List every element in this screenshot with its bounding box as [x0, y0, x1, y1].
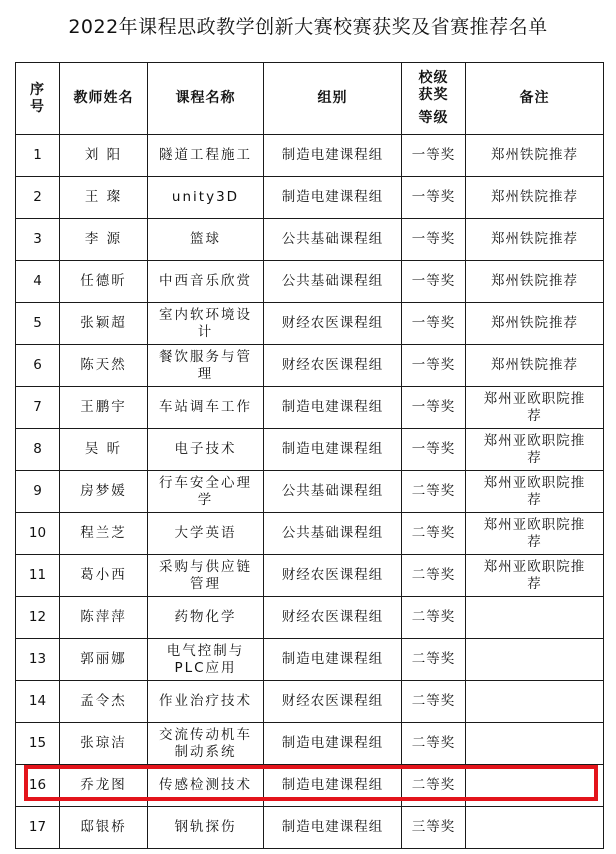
award-level: 一等奖 — [402, 387, 466, 429]
course-group: 财经农医课程组 — [264, 345, 402, 387]
course-name-line: 室内软环境设 — [159, 306, 252, 323]
table-row — [16, 261, 604, 303]
award-level: 一等奖 — [402, 177, 466, 219]
table-body — [16, 135, 604, 849]
course-group: 制造电建课程组 — [264, 639, 402, 681]
row-number: 14 — [16, 681, 60, 723]
recommendation-note — [466, 639, 604, 681]
course-name-line: 行车安全心理 — [159, 474, 252, 491]
row-number: 9 — [16, 471, 60, 513]
course-group: 财经农医课程组 — [264, 303, 402, 345]
course-name-line: 车站调车工作 — [159, 399, 252, 415]
teacher-name: 邸银桥 — [60, 807, 148, 849]
header-number-line2: 号 — [30, 98, 45, 115]
course-group: 公共基础课程组 — [264, 261, 402, 303]
table-row — [16, 807, 604, 849]
recommendation-note — [466, 681, 604, 723]
recommendation-note-line: 郑州亚欧职院推 — [483, 432, 586, 449]
recommendation-note — [466, 513, 604, 555]
header-award-line2: 获奖 — [418, 87, 449, 103]
table-row — [16, 345, 604, 387]
award-level: 二等奖 — [402, 723, 466, 765]
header-course: 课程名称 — [148, 63, 264, 135]
recommendation-note-line: 郑州亚欧职院推 — [483, 558, 586, 575]
recommendation-note-line: 郑州铁院推荐 — [491, 189, 578, 205]
award-level: 一等奖 — [402, 135, 466, 177]
teacher-name: 程兰芝 — [60, 513, 148, 555]
course-group: 财经农医课程组 — [264, 555, 402, 597]
table-row — [16, 177, 604, 219]
row-number: 4 — [16, 261, 60, 303]
recommendation-note — [466, 387, 604, 429]
recommendation-note-line: 郑州铁院推荐 — [491, 147, 578, 163]
row-number: 2 — [16, 177, 60, 219]
teacher-name: 王 璨 — [60, 177, 148, 219]
course-group: 制造电建课程组 — [264, 135, 402, 177]
header-award-line3: 等级 — [418, 110, 449, 126]
row-number: 8 — [16, 429, 60, 471]
recommendation-note — [466, 555, 604, 597]
recommendation-note — [466, 219, 604, 261]
course-name-line: 制动系统 — [174, 743, 237, 760]
recommendation-note-line: 荐 — [527, 449, 542, 466]
course-name-line: 大学英语 — [174, 525, 237, 541]
course-group: 制造电建课程组 — [264, 387, 402, 429]
teacher-name: 张琼洁 — [60, 723, 148, 765]
header-number-line1: 序 — [30, 81, 45, 98]
award-level: 二等奖 — [402, 555, 466, 597]
page-title: 2022年课程思政教学创新大赛校赛获奖及省赛推荐名单 — [68, 16, 548, 38]
course-name — [148, 723, 264, 765]
table-row — [16, 639, 604, 681]
table-row — [16, 765, 604, 807]
table-row — [16, 471, 604, 513]
award-level: 一等奖 — [402, 261, 466, 303]
recommendation-note — [466, 723, 604, 765]
course-name — [148, 429, 264, 471]
course-name-line: 计 — [197, 323, 214, 340]
course-name — [148, 597, 264, 639]
recommendation-note-line: 郑州亚欧职院推 — [483, 516, 586, 533]
recommendation-note — [466, 177, 604, 219]
course-name-line: 理 — [197, 365, 214, 382]
course-group: 制造电建课程组 — [264, 723, 402, 765]
course-group: 财经农医课程组 — [264, 681, 402, 723]
teacher-name: 吴 昕 — [60, 429, 148, 471]
teacher-name: 孟令杰 — [60, 681, 148, 723]
header-award-line1: 校级 — [418, 70, 449, 86]
row-number: 17 — [16, 807, 60, 849]
table-row — [16, 219, 604, 261]
course-name-line: 中西音乐欣赏 — [159, 273, 252, 289]
award-level: 三等奖 — [402, 807, 466, 849]
course-group: 制造电建课程组 — [264, 177, 402, 219]
course-name — [148, 261, 264, 303]
teacher-name: 任德昕 — [60, 261, 148, 303]
course-name — [148, 471, 264, 513]
award-level: 二等奖 — [402, 513, 466, 555]
row-number: 11 — [16, 555, 60, 597]
table-header-row — [16, 63, 604, 135]
teacher-name: 张颖超 — [60, 303, 148, 345]
table-row — [16, 681, 604, 723]
course-name-line: unity3D — [171, 189, 240, 205]
row-number: 7 — [16, 387, 60, 429]
row-number: 5 — [16, 303, 60, 345]
teacher-name: 乔龙图 — [60, 765, 148, 807]
teacher-name: 葛小西 — [60, 555, 148, 597]
award-level: 一等奖 — [402, 219, 466, 261]
recommendation-note — [466, 303, 604, 345]
course-group: 制造电建课程组 — [264, 429, 402, 471]
recommendation-note — [466, 429, 604, 471]
course-name-line: 作业治疗技术 — [159, 693, 252, 709]
header-group: 组别 — [264, 63, 402, 135]
table-row — [16, 723, 604, 765]
course-group: 公共基础课程组 — [264, 513, 402, 555]
recommendation-note-line: 郑州亚欧职院推 — [483, 390, 586, 407]
recommendation-note — [466, 765, 604, 807]
course-name — [148, 219, 264, 261]
course-name — [148, 513, 264, 555]
course-name-line: 药物化学 — [174, 609, 237, 625]
recommendation-note — [466, 135, 604, 177]
header-teacher: 教师姓名 — [60, 63, 148, 135]
award-level: 二等奖 — [402, 639, 466, 681]
row-number: 1 — [16, 135, 60, 177]
header-award — [402, 63, 466, 135]
course-name-line: 篮球 — [190, 231, 221, 247]
course-name — [148, 807, 264, 849]
course-name-line: 电子技术 — [174, 441, 237, 457]
award-level: 一等奖 — [402, 345, 466, 387]
award-level: 二等奖 — [402, 471, 466, 513]
course-name-line: PLC应用 — [174, 659, 237, 676]
table-row — [16, 303, 604, 345]
course-group: 制造电建课程组 — [264, 765, 402, 807]
award-level: 一等奖 — [402, 429, 466, 471]
table-row — [16, 387, 604, 429]
award-list-table — [15, 62, 604, 849]
header-number — [16, 63, 60, 135]
course-name-line: 交流传动机车 — [159, 726, 252, 743]
course-name-line: 餐饮服务与管 — [159, 348, 252, 365]
course-name-line: 隧道工程施工 — [159, 147, 252, 163]
course-name — [148, 555, 264, 597]
teacher-name: 王鹏宇 — [60, 387, 148, 429]
recommendation-note-line: 荐 — [527, 575, 542, 592]
course-group: 财经农医课程组 — [264, 597, 402, 639]
course-name — [148, 303, 264, 345]
recommendation-note-line: 荐 — [527, 491, 542, 508]
course-name — [148, 765, 264, 807]
course-name — [148, 177, 264, 219]
teacher-name: 李 源 — [60, 219, 148, 261]
course-group: 公共基础课程组 — [264, 219, 402, 261]
row-number: 6 — [16, 345, 60, 387]
recommendation-note — [466, 345, 604, 387]
table-row — [16, 597, 604, 639]
teacher-name: 郭丽娜 — [60, 639, 148, 681]
course-name — [148, 639, 264, 681]
teacher-name: 陈萍萍 — [60, 597, 148, 639]
teacher-name: 房梦媛 — [60, 471, 148, 513]
table-row — [16, 135, 604, 177]
table-row — [16, 513, 604, 555]
course-name — [148, 135, 264, 177]
table-row — [16, 555, 604, 597]
award-level: 一等奖 — [402, 303, 466, 345]
recommendation-note — [466, 261, 604, 303]
recommendation-note — [466, 471, 604, 513]
teacher-name: 刘 阳 — [60, 135, 148, 177]
recommendation-note-line: 郑州铁院推荐 — [491, 315, 578, 331]
course-name — [148, 345, 264, 387]
row-number: 3 — [16, 219, 60, 261]
course-name-line: 电气控制与 — [166, 642, 245, 659]
course-name-line: 管理 — [190, 575, 221, 592]
course-name-line: 钢轨探伤 — [174, 819, 237, 835]
course-group: 制造电建课程组 — [264, 807, 402, 849]
row-number: 15 — [16, 723, 60, 765]
header-note: 备注 — [466, 63, 604, 135]
course-name-line: 传感检测技术 — [159, 777, 252, 793]
award-level: 二等奖 — [402, 597, 466, 639]
recommendation-note-line: 郑州铁院推荐 — [491, 273, 578, 289]
recommendation-note-line: 郑州亚欧职院推 — [483, 474, 586, 491]
row-number: 16 — [16, 765, 60, 807]
recommendation-note-line: 荐 — [527, 533, 542, 550]
award-level: 二等奖 — [402, 681, 466, 723]
table-row — [16, 429, 604, 471]
recommendation-note-line: 荐 — [527, 407, 542, 424]
award-level: 二等奖 — [402, 765, 466, 807]
row-number: 13 — [16, 639, 60, 681]
recommendation-note-line: 郑州铁院推荐 — [491, 231, 578, 247]
teacher-name: 陈天然 — [60, 345, 148, 387]
course-group: 公共基础课程组 — [264, 471, 402, 513]
recommendation-note — [466, 597, 604, 639]
course-name-line: 学 — [197, 491, 214, 508]
course-name — [148, 681, 264, 723]
row-number: 12 — [16, 597, 60, 639]
course-name-line: 采购与供应链 — [159, 558, 252, 575]
recommendation-note-line: 郑州铁院推荐 — [491, 357, 578, 373]
row-number: 10 — [16, 513, 60, 555]
course-name — [148, 387, 264, 429]
recommendation-note — [466, 807, 604, 849]
